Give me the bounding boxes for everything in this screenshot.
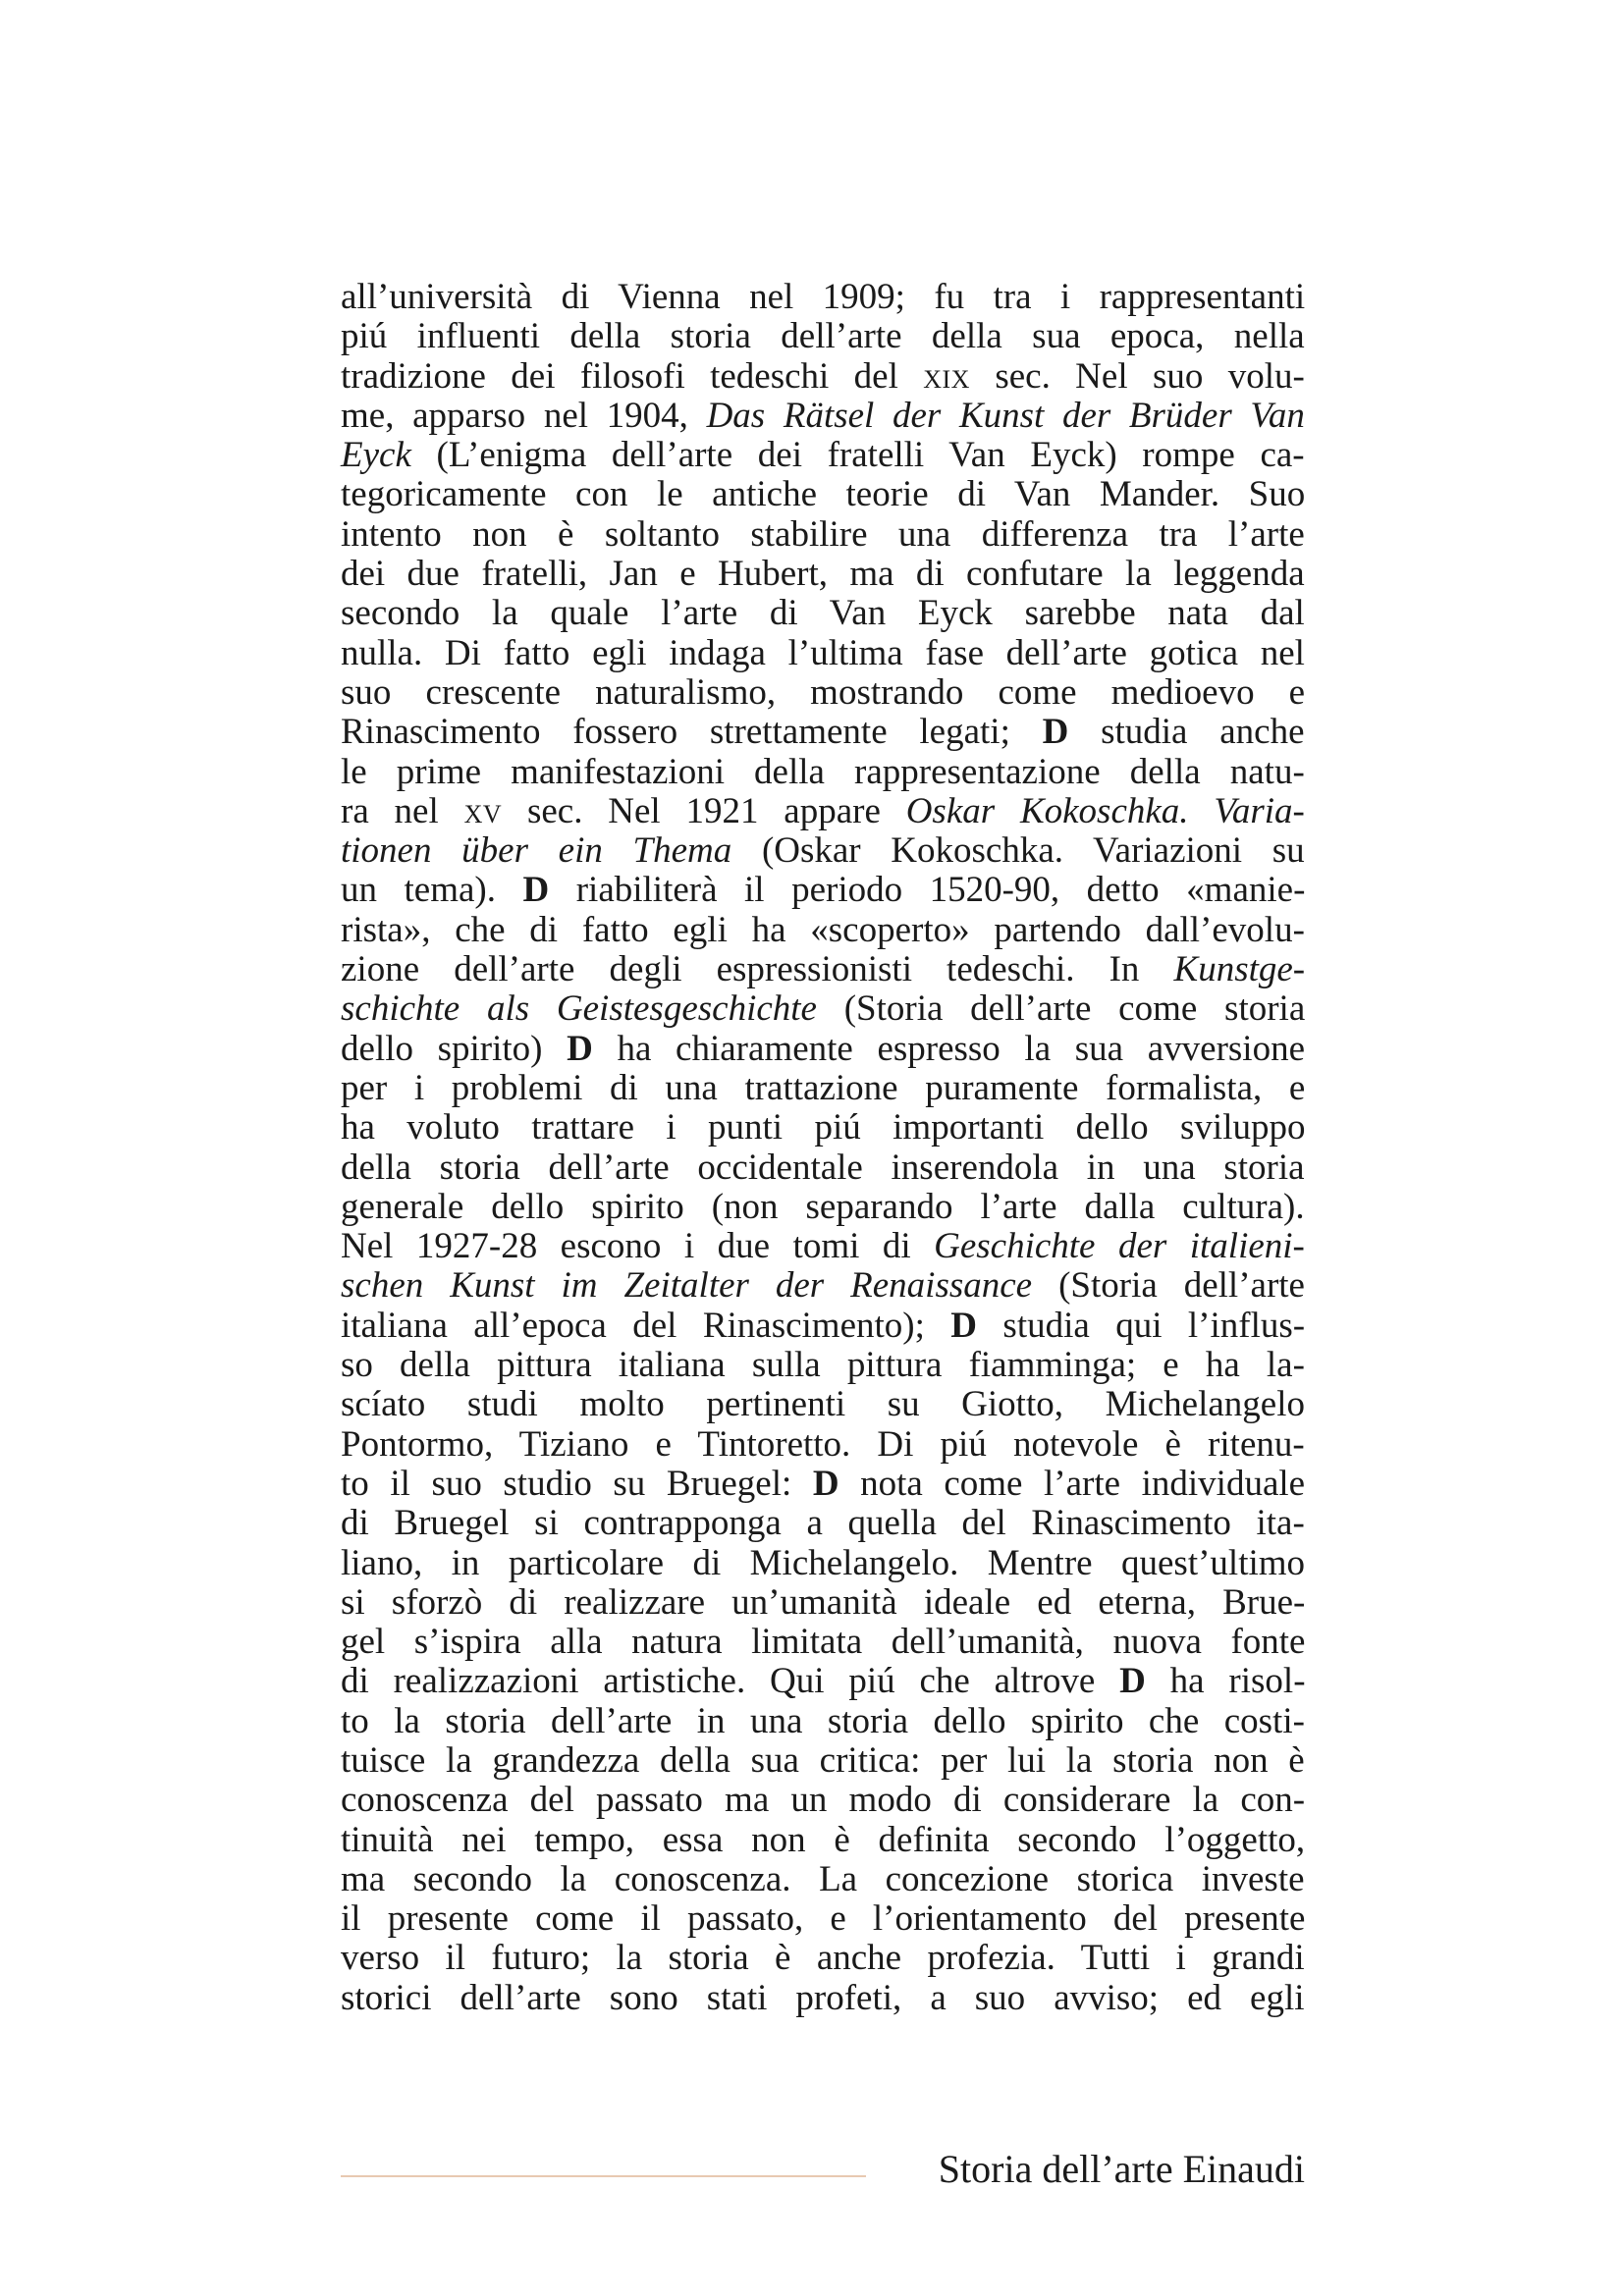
author-initial: D	[1042, 712, 1069, 753]
text-line	[341, 1425, 1305, 1465]
text-run: piú influenti della storia dell’arte della sua epoca, nella	[341, 316, 1305, 357]
text-run: tradizione dei filosofi tedeschi del	[341, 355, 924, 397]
text-run: nulla. Di fatto egli indaga l’ultima fase dell’arte gotica nel	[341, 632, 1305, 673]
text-line	[341, 1781, 1305, 1820]
text-run: rista», che di fatto egli ha «scoperto» partendo dall’evolu-	[341, 909, 1305, 950]
text-line	[341, 1702, 1305, 1741]
text-line	[341, 1069, 1305, 1108]
author-initial: D	[812, 1463, 839, 1504]
text-run: studia anche	[1068, 712, 1305, 753]
text-line	[341, 1227, 1305, 1266]
text-run: Nel 1927-28 escono i due tomi di	[341, 1226, 935, 1267]
text-line	[341, 594, 1305, 633]
text-run: all’università di Vienna nel 1909; fu tra i rappresentanti	[341, 277, 1306, 317]
text-line	[341, 1188, 1305, 1227]
text-run: nota come l’arte individuale	[839, 1463, 1306, 1504]
text-line	[341, 1741, 1305, 1781]
text-line	[341, 397, 1305, 436]
text-run: suo crescente naturalismo, mostrando come medioevo e	[341, 671, 1306, 713]
text-run: generale dello spirito (non separando l’arte dalla cultura).	[341, 1186, 1305, 1227]
text-run: xix	[923, 355, 970, 397]
text-run: (Storia dell’arte come storia	[816, 988, 1306, 1030]
text-line	[341, 1899, 1305, 1939]
text-run: il presente come il passato, e l’orientamento del presente	[341, 1898, 1306, 1940]
text-line	[341, 1979, 1305, 2018]
text-line	[341, 950, 1305, 989]
text-line	[341, 555, 1305, 594]
text-run: per i problemi di una trattazione puramente formalista, e	[341, 1067, 1306, 1108]
text-run: ma secondo la conoscenza. La concezione storica investe	[341, 1858, 1305, 1899]
italic-title: Oskar Kokoschka. Varia-	[905, 790, 1305, 831]
text-run: ha voluto trattare i punti piú importanti dello sviluppo	[341, 1107, 1306, 1148]
italic-title: Kunstge-	[1173, 949, 1306, 990]
text-line	[341, 871, 1305, 910]
text-line	[341, 792, 1305, 831]
text-line	[341, 1821, 1305, 1860]
text-line	[341, 1030, 1305, 1069]
text-run: liano, in particolare di Michelangelo. Mentre quest’ultimo	[341, 1542, 1306, 1583]
text-run: scíato studi molto pertinenti su Giotto, Michelangelo	[341, 1384, 1306, 1425]
text-line	[341, 989, 1305, 1029]
italic-title: Das Rätsel der Kunst der Brüder Van	[706, 395, 1305, 436]
text-run: ra nel	[341, 790, 464, 831]
text-line	[341, 634, 1305, 673]
text-run: xv	[463, 790, 503, 831]
italic-title: Eyck	[341, 435, 411, 476]
text-line	[341, 1504, 1305, 1543]
text-line	[341, 1662, 1305, 1701]
italic-title: schen Kunst im Zeitalter der Renaissance	[341, 1265, 1033, 1307]
text-line	[341, 753, 1305, 792]
text-run: dei due fratelli, Jan e Hubert, ma di confutare la leggenda	[341, 554, 1305, 595]
text-run: conoscenza del passato ma un modo di considerare la con-	[341, 1780, 1306, 1821]
text-run: studia qui l’influs-	[977, 1305, 1306, 1346]
text-run: gel s’ispira alla natura limitata dell’umanità, nuova fonte	[341, 1622, 1306, 1663]
author-initial: D	[950, 1305, 978, 1346]
text-run: della storia dell’arte occidentale inserendola in una storia	[341, 1147, 1305, 1188]
body-text	[341, 278, 1305, 2018]
author-initial: D	[567, 1028, 593, 1069]
text-line	[341, 357, 1305, 397]
text-run: me, apparso nel 1904,	[341, 395, 707, 436]
text-line	[341, 1108, 1305, 1148]
text-line	[341, 911, 1305, 950]
text-run: verso il futuro; la storia è anche profezia. Tutti i grandi	[341, 1938, 1305, 1979]
text-line	[341, 1623, 1305, 1662]
text-run: italiana all’epoca del Rinascimento);	[341, 1305, 951, 1346]
text-run: tinuità nei tempo, essa non è definita secondo l’oggetto,	[341, 1819, 1306, 1860]
text-line	[341, 1544, 1305, 1583]
text-run: zione dell’arte degli espressionisti tedeschi. In	[341, 949, 1174, 990]
text-line	[341, 1939, 1305, 1978]
text-line	[341, 1148, 1305, 1188]
text-line	[341, 1346, 1305, 1385]
italic-title: tionen über ein Thema	[341, 830, 732, 872]
text-run: so della pittura italiana sulla pittura fiamminga; e ha la-	[341, 1345, 1305, 1386]
text-run: storici dell’arte sono stati profeti, a suo avviso; ed egli	[341, 1977, 1305, 2018]
text-run: si sforzò di realizzare un’umanità ideale ed eterna, Brue-	[341, 1581, 1306, 1623]
text-line	[341, 1385, 1305, 1424]
text-run: Rinascimento fossero strettamente legati;	[341, 712, 1043, 753]
author-initial: D	[522, 870, 550, 911]
italic-title: schichte als Geistesgeschichte	[341, 988, 817, 1030]
text-line	[341, 515, 1305, 555]
footer-title: Storia dell’arte Einaudi	[938, 2147, 1305, 2191]
text-line	[341, 1583, 1305, 1623]
text-line	[341, 1266, 1305, 1306]
text-line	[341, 1860, 1305, 1899]
text-line	[341, 475, 1305, 514]
text-run: tegoricamente con le antiche teorie di Van Mander. Suo	[341, 474, 1306, 515]
footer-rule	[341, 2175, 866, 2177]
text-run: un tema).	[341, 870, 523, 911]
text-run: le prime manifestazioni della rappresentazione della natu-	[341, 751, 1305, 792]
text-line	[341, 673, 1305, 713]
text-line	[341, 1307, 1305, 1346]
text-run: dello spirito)	[341, 1028, 568, 1069]
italic-title: Geschichte der italieni-	[934, 1226, 1305, 1267]
text-run: (Storia dell’arte	[1032, 1265, 1305, 1307]
text-line	[341, 1465, 1305, 1504]
text-line	[341, 713, 1305, 752]
text-run: riabiliterà il periodo 1520-90, detto «manie-	[549, 870, 1306, 911]
text-run: di Bruegel si contrapponga a quella del Rinascimento ita-	[341, 1503, 1305, 1544]
text-line	[341, 831, 1305, 871]
text-run: (L’enigma dell’arte dei fratelli Van Eyck) rompe ca-	[410, 435, 1305, 476]
text-run: ha risol-	[1145, 1661, 1306, 1702]
text-line	[341, 317, 1305, 356]
text-run: di realizzazioni artistiche. Qui piú che altrove	[341, 1661, 1120, 1702]
text-line	[341, 278, 1305, 317]
text-run: intento non è soltanto stabilire una differenza tra l’arte	[341, 513, 1305, 555]
text-run: to la storia dell’arte in una storia dello spirito che costi-	[341, 1700, 1305, 1741]
text-run: tuisce la grandezza della sua critica: per lui la storia non è	[341, 1739, 1305, 1781]
author-initial: D	[1119, 1661, 1146, 1702]
text-run: to il suo studio su Bruegel:	[341, 1463, 813, 1504]
text-line	[341, 436, 1305, 475]
text-run: ha chiaramente espresso la sua avversione	[592, 1028, 1305, 1069]
text-run: secondo la quale l’arte di Van Eyck sarebbe nata dal	[341, 593, 1305, 634]
text-run: sec. Nel 1921 appare	[502, 790, 906, 831]
text-run: (Oskar Kokoschka. Variazioni su	[731, 830, 1305, 872]
text-run: sec. Nel suo volu-	[969, 355, 1305, 397]
text-run: Pontormo, Tiziano e Tintoretto. Di piú notevole è ritenu-	[341, 1423, 1305, 1465]
